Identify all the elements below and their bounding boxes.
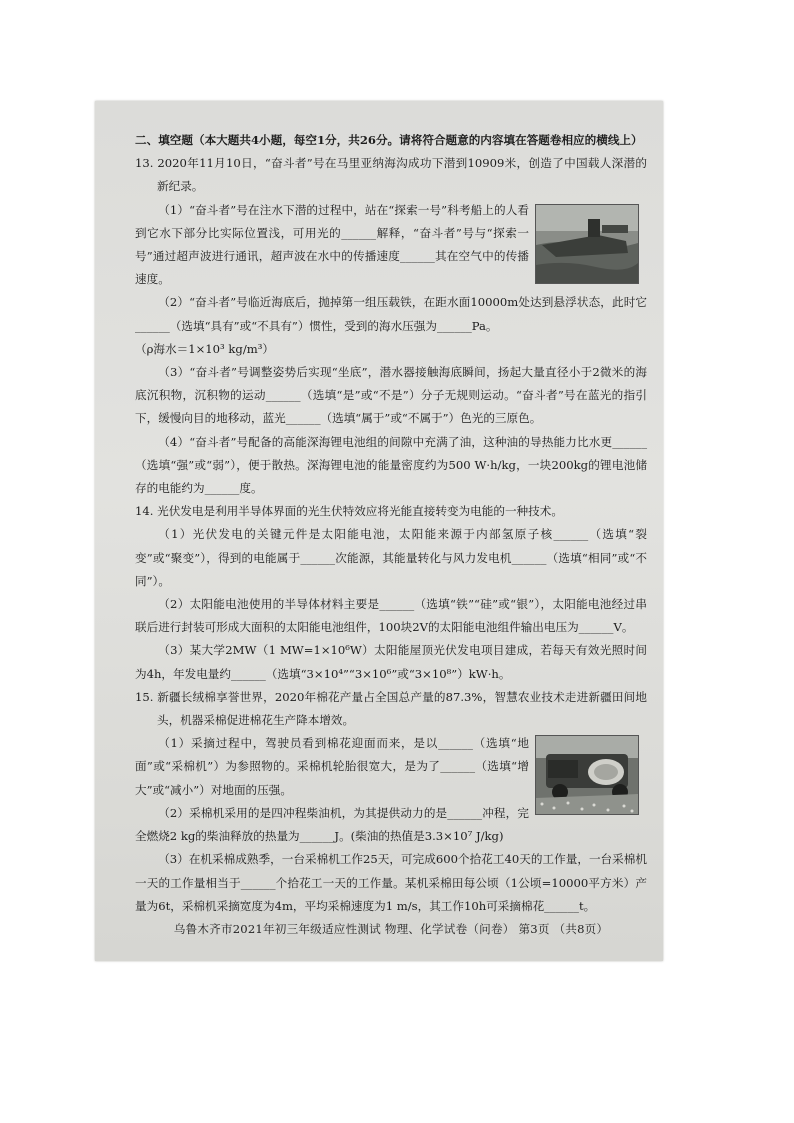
question-13-part-4: （4）“奋斗者”号配备的高能深海锂电池组的间隙中充满了油，这种油的导热能力比水更______（选填“强”或“弱”），便于散热。深海锂电池的能量密度约为500 W·h/kg，一块200kg的锂电池储存的电能约为______度。: [135, 434, 647, 496]
page-content: [135, 129, 647, 918]
question-14-part-3: （3）某大学2MW（1 MW=1×10⁶W）太阳能屋顶光伏发电项目建成，若每天有效光照时间为4h，年发电量约______（选填“3×10⁴”“3×10⁶”或“3×10⁸”）kW·h。: [135, 643, 647, 681]
cotton-picker-photo-image: [536, 736, 638, 814]
section-title: 二、填空题（本大题共4小题，每空1分，共26分。请将符合题意的内容填在答题卷相应的横线上）: [135, 133, 643, 147]
exam-page: [95, 101, 663, 961]
question-13-intro: 13. 2020年11月10日，“奋斗者”号在马里亚纳海沟成功下潜到10909米，创造了中国载人深潜的新纪录。: [135, 156, 647, 194]
question-15-part-1: （1）采摘过程中，驾驶员看到棉花迎面而来，是以______（选填“地面”或“采棉机”）为参照物的。采棉机轮胎很宽大，是为了______（选填“增大”或“减小”）对地面的压强。: [135, 736, 529, 797]
page-footer: 乌鲁木齐市2021年初三年级适应性测试 物理、化学试卷（问卷） 第3页 （共8页）: [173, 922, 609, 936]
submersible-photo: [535, 204, 639, 284]
seawater-density-note: （ρ海水＝1×10³ kg/m³）: [135, 341, 274, 356]
cotton-picker-photo: [535, 735, 639, 815]
question-14-intro: 14. 光伏发电是利用半导体界面的光生伏特效应将光能直接转变为电能的一种技术。: [135, 504, 563, 519]
question-15-part-3: （3）在机采棉成熟季，一台采棉机工作25天，可完成600个拾花工40天的工作量，一台采棉机一天的工作量相当于______个拾花工一天的工作量。某机采棉田每公顷（1公顷=10000平方米）产量为6t，采棉机采摘宽度为4m，平均采棉速度为1 m/s，其工作10h可采摘棉花______t。: [135, 852, 647, 913]
question-13-part-3: （3）“奋斗者”号调整姿势后实现“坐底”，潜水器接触海底瞬间，扬起大量直径小于2微米的海底沉积物，沉积物的运动______（选填“是”或“不是”）分子无规则运动。“奋斗者”号在蓝光的指引下，缓慢向目的地移动，蓝光______（选填“属于”或“不属于”）色光的三原色。: [135, 365, 647, 426]
question-13-part-2: （2）“奋斗者”号临近海底后，抛掉第一组压载铁，在距水面10000m处达到悬浮状态，此时它______（选填“具有”或“不具有”）惯性，受到的海水压强为______Pa。: [135, 295, 647, 333]
question-14-part-2: （2）太阳能电池使用的半导体材料主要是______（选填“铁”“硅”或“银”），太阳能电池经过串联后进行封装可形成大面积的太阳能电池组件，100块2V的太阳能电池组件输出电压为______V。: [135, 597, 647, 635]
question-15-part-2: （2）采棉机采用的是四冲程柴油机，为其提供动力的是______冲程，完全燃烧2 kg的柴油释放的热量为______J。(柴油的热值是3.3×10⁷ J/kg): [135, 805, 529, 844]
question-14-part-1: （1）光伏发电的关键元件是太阳能电池，太阳能来源于内部氢原子核______（选填“裂变”或“聚变”），得到的电能属于______次能源，其能量转化与风力发电机______（选填“相同”或“不同”）。: [135, 527, 647, 588]
submersible-photo-image: [536, 205, 638, 283]
question-15-intro: 15. 新疆长绒棉享誉世界，2020年棉花产量占全国总产量的87.3%，智慧农业技术走进新疆田间地头，机器采棉促进棉花生产降本增效。: [135, 689, 647, 728]
question-13-part-1: （1）“奋斗者”号在注水下潜的过程中，站在“探索一号”科考船上的人看到它水下部分比实际位置浅，可用光的______解释，“奋斗者”号与“探索一号”通过超声波进行通讯，超声波在水中的传播速度______其在空气中的传播速度。: [135, 202, 529, 287]
